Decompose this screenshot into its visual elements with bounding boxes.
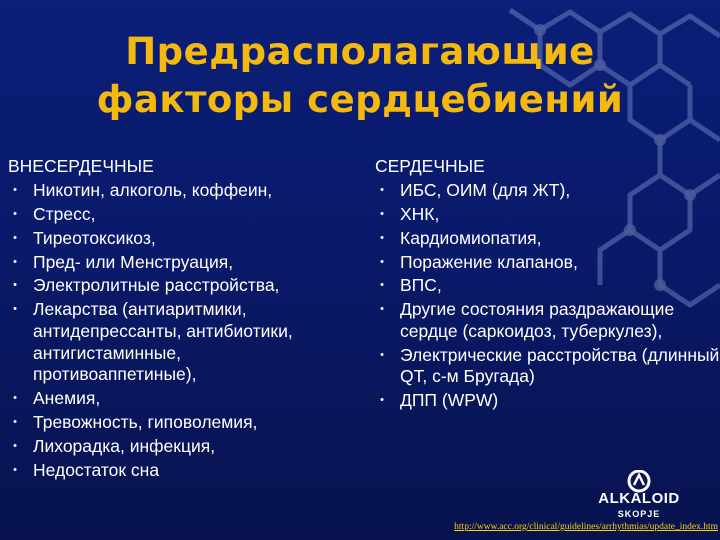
list-item-text: Электролитные расстройства, [33,275,280,296]
list-item-text: Недостаток сна [33,459,160,480]
list-item [8,204,348,226]
list-item [375,390,720,412]
list-item-text: Поражение клапанов, [400,251,578,272]
list-item-text: Лекарства (антиаритмики, антидепрессанты, антибиотики, антигистаминные, противоаппетиные), [33,299,293,385]
bullet-icon: • [380,183,384,196]
list-item-text: ДПП (WPW) [400,390,499,411]
list-item-text: Кардиомиопатия, [400,227,542,248]
list-item [375,228,720,250]
bullet-icon: • [380,279,384,292]
list-item-text: Анемия, [33,388,101,409]
list-item-text: ХНК, [400,203,440,224]
list-item [8,228,348,250]
bullet-icon: • [13,207,17,220]
list-item [375,204,720,226]
list-item-text: Тиреотоксикоз, [33,227,156,248]
bullet-icon: • [13,183,17,196]
list-item-text: Пред- или Менструация, [33,251,234,272]
guidelines-link[interactable]: http://www.acc.org/clinical/guidelines/arrhythmias/update_index.htm [454,522,718,532]
logo-subtitle: SKOPJE [617,509,661,519]
left-column-heading: ВНЕСЕРДЕЧНЫЕ [8,156,154,176]
list-item [375,299,720,342]
bullet-icon: • [13,463,17,476]
bullet-icon: • [380,348,384,361]
bullet-icon: • [13,279,17,292]
bullet-icon: • [380,255,384,268]
slide-title [0,28,720,124]
bullet-icon: • [380,231,384,244]
list-item [8,460,348,482]
bullet-icon: • [13,231,17,244]
bullet-icon: • [13,439,17,452]
list-item-text: ИБС, ОИМ (для ЖТ), [400,179,571,200]
list-item-text: Электрические расстройства (длинный QT, с-м Бругада) [400,344,720,387]
list-item-text: Другие состояния раздражающие сердце (саркоидоз, туберкулез), [400,299,675,341]
bullet-icon: • [13,303,17,316]
list-item-text: Тревожность, гиповолемия, [33,411,258,432]
right-column [375,156,720,414]
bullet-icon: • [380,394,384,407]
list-item [8,252,348,274]
right-bullet-list [375,180,720,412]
bullet-icon: • [13,392,17,405]
title-line-1: Предрасполагающие [125,30,595,73]
list-item [8,275,348,297]
bullet-icon: • [380,303,384,316]
list-item-text: ВПС, [400,275,442,296]
right-column-heading: СЕРДЕЧНЫЕ [375,156,485,176]
list-item [8,299,348,385]
bullet-icon: • [380,207,384,220]
list-item [8,436,348,458]
list-item [375,252,720,274]
logo-name: ALKALOID [598,490,680,507]
list-item-text: Лихорадка, инфекция, [33,435,216,456]
left-column [8,156,348,484]
list-item [375,180,720,202]
list-item-text: Стресс, [33,203,96,224]
list-item-text: Никотин, алкоголь, коффеин, [33,179,273,200]
title-line-2: факторы сердцебиений [96,78,624,121]
list-item [8,388,348,410]
list-item [8,180,348,202]
bullet-icon: • [13,255,17,268]
list-item [375,275,720,297]
list-item [8,412,348,434]
bullet-icon: • [13,415,17,428]
list-item [375,345,720,388]
left-bullet-list [8,180,348,481]
